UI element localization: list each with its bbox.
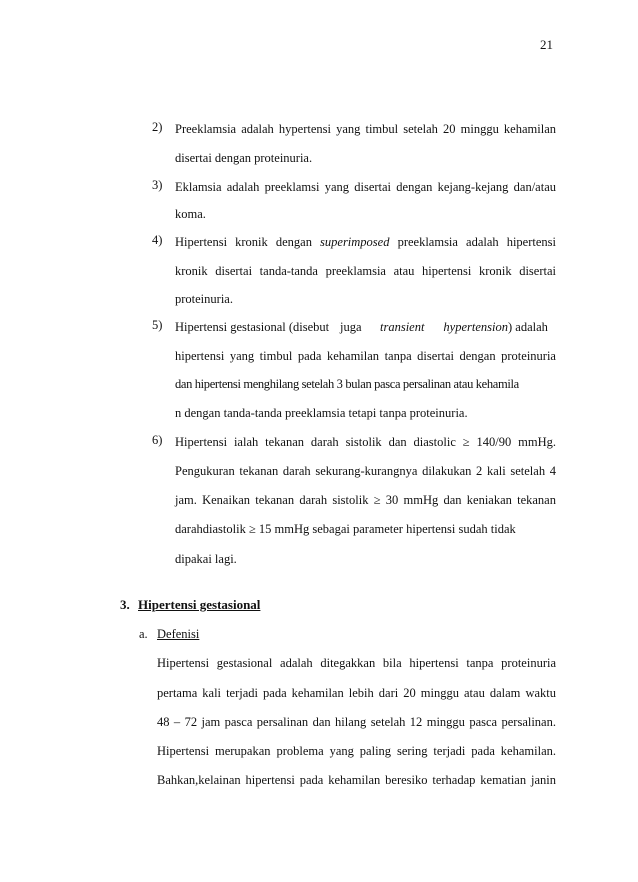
text-run: juga [340,320,362,334]
section-title: Hipertensi gestasional [138,597,261,612]
paragraph-line: 48 – 72 jam pasca persalinan dan hilang setelah 12 minggu pasca persalinan. [157,715,556,729]
text-run: Hipertensi kronik dengan [175,235,312,249]
list-item-line: Preeklamsia adalah hypertensi yang timbul setelah 20 minggu kehamilan [175,122,556,136]
paragraph-line: pertama kali terjadi pada kehamilan lebih dari 20 minggu atau dalam waktu [157,686,556,700]
section-heading [120,596,260,614]
list-item-line: jam. Kenaikan tekanan darah sistolik ≥ 30 mmHg dan keniakan tekanan [175,493,556,507]
list-item-number: 2) [152,120,163,134]
text-run: Hipertensi gestasional (disebut [175,320,330,334]
paragraph-line: Bahkan,kelainan hipertensi pada kehamilan beresiko terhadap kematian janin [157,773,556,787]
list-item-number: 5) [152,318,163,332]
paragraph-line: Hipertensi gestasional adalah ditegakkan bila hipertensi tanpa proteinuria [157,656,556,670]
list-item-number: 4) [152,233,163,247]
list-item-line: koma. [175,207,206,221]
list-item-line: hipertensi yang timbul pada kehamilan tanpa disertai dengan proteinuria [175,349,556,363]
subsection-heading [139,625,199,643]
page-number: 21 [540,37,553,52]
paragraph-line: Hipertensi merupakan problema yang paling sering terjadi pada kehamilan. [157,744,556,758]
list-item-line: kronik disertai tanda-tanda preeklamsia atau hipertensi kronik disertai [175,264,556,278]
text-run: preeklamsia adalah hipertensi [397,235,557,249]
text-run: ) adalah [508,320,548,334]
list-item-line: Hipertensi ialah tekanan darah sistolik dan diastolic ≥ 140/90 mmHg. [175,435,556,449]
list-item-line [175,318,556,336]
list-item-line: Pengukuran tekanan darah sekurang-kurangnya dilakukan 2 kali setelah 4 [175,464,556,478]
list-item-line: disertai dengan proteinuria. [175,151,313,165]
list-item-line: dipakai lagi. [175,552,237,566]
list-item-line: proteinuria. [175,292,233,306]
list-item-number: 6) [152,433,163,447]
list-item-line: Eklamsia adalah preeklamsi yang disertai dengan kejang-kejang dan/atau [175,180,556,194]
section-number: 3. [120,597,130,612]
list-item-line: darahdiastolik ≥ 15 mmHg sebagai parameter hipertensi sudah tidak [175,522,516,536]
italic-term: superimposed [320,235,390,249]
list-item-line [175,233,556,251]
italic-term: transient hypertension [380,320,508,334]
list-item-line: dan hipertensi menghilang setelah 3 bulan pasca persalinan atau kehamila [175,377,519,391]
subsection-label: a. [139,627,148,641]
subsection-title: Defenisi [157,627,200,641]
list-item-line: n dengan tanda-tanda preeklamsia tetapi tanpa proteinuria. [175,406,468,420]
list-item-number: 3) [152,178,163,192]
